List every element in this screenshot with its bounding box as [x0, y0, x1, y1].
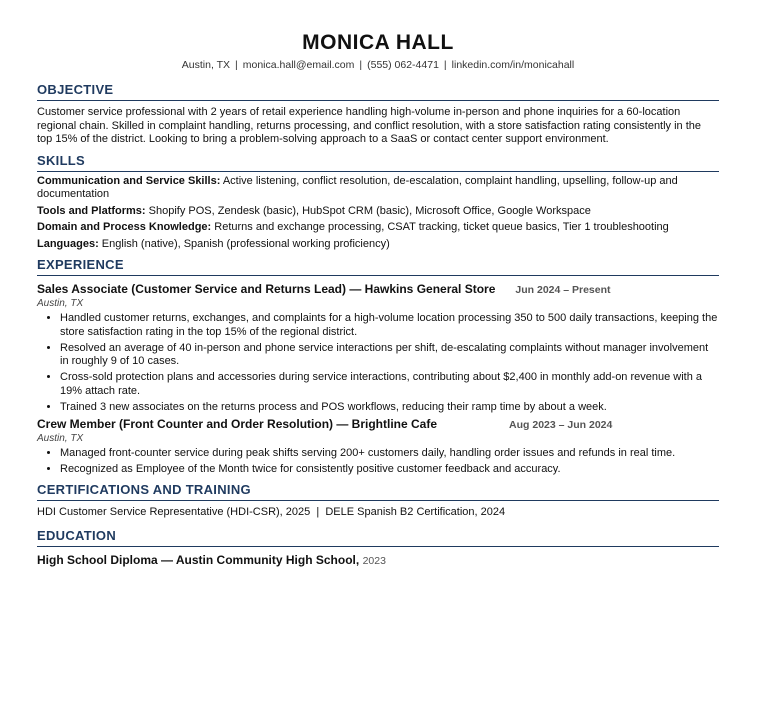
education-section — [37, 528, 719, 569]
contact-separator: | — [235, 59, 238, 71]
job-location: Austin, TX — [37, 298, 84, 309]
list-item: • Trained 3 new associates on the returns process and POS workflows, reducing their ramp time by about a week. — [60, 401, 719, 415]
certifications-text: HDI Customer Service Representative (HDI-CSR), 2025 | DELE Spanish B2 Certification, 2024 — [37, 506, 506, 518]
skill-label: Domain and Process Knowledge: — [37, 221, 212, 233]
skill-value: English (native), Spanish (professional working proficiency) — [101, 237, 390, 250]
section-heading: EXPERIENCE — [37, 257, 719, 276]
education-degree: High School Diploma — Austin Community High School, — [37, 552, 360, 567]
job-entry — [37, 417, 719, 477]
job-bullets — [37, 312, 719, 414]
job-title: Crew Member (Front Counter and Order Resolution) — Brightline Cafe — [37, 416, 438, 431]
contact-linkedin[interactable]: linkedin.com/in/monicahall — [451, 59, 575, 71]
section-heading: OBJECTIVE — [37, 82, 719, 101]
job-bullets — [37, 447, 719, 477]
skill-label: Languages: — [37, 237, 99, 250]
skill-line — [37, 205, 719, 219]
objective-text: Customer service professional with 2 years of retail experience handling high-volume in-person and phone inquiries for a 60-location regional chain. Skilled in complaint handling, returns processing, and conflict resolution, with a store satisfaction rating consistently in the top 15% of the district. Looking to bring a problem-solving approach to a SaaS or contact center support environment. — [37, 106, 702, 145]
experience-section — [37, 257, 719, 476]
skill-label: Tools and Platforms: — [37, 204, 146, 217]
skill-value: Returns and exchange processing, CSAT tracking, ticket queue basics, Tier 1 troubleshooting — [214, 221, 669, 233]
education-year: 2023 — [362, 554, 386, 567]
contact-email[interactable]: monica.hall@email.com — [242, 59, 355, 71]
skill-value: Active listening, conflict resolution, de-escalation, complaint handling, upselling, follow-up and documentation — [37, 174, 678, 200]
candidate-name: MONICA HALL — [302, 31, 454, 54]
job-dates: Jun 2024 – Present — [515, 284, 611, 296]
job-title: Sales Associate (Customer Service and Returns Lead) — Hawkins General Store — [37, 282, 496, 296]
skill-label: Communication and Service Skills: — [37, 174, 221, 187]
section-heading: SKILLS — [37, 153, 719, 172]
contact-phone: (555) 062-4471 — [367, 59, 439, 71]
skill-value: Shopify POS, Zendesk (basic), HubSpot CRM (basic), Microsoft Office, Google Workspace — [148, 204, 591, 217]
contact-line — [37, 59, 719, 72]
skill-line — [37, 221, 719, 235]
objective-section — [37, 82, 719, 147]
skill-line — [37, 175, 719, 202]
list-item: • Cross-sold protection plans and accessories during service interactions, contributing about $2,400 in monthly add-on revenue with a 19% attach rate. — [60, 371, 719, 398]
section-heading: EDUCATION — [37, 528, 719, 547]
contact-separator: | — [443, 59, 447, 71]
list-item: • Recognized as Employee of the Month twice for consistently positive customer feedback and accuracy. — [60, 463, 719, 477]
job-location: Austin, TX — [37, 432, 84, 444]
section-heading: CERTIFICATIONS AND TRAINING — [37, 482, 719, 501]
job-entry — [37, 282, 719, 414]
list-item: • Managed front-counter service during peak shifts serving 200+ customers daily, handling order issues and refunds in real time. — [60, 447, 719, 461]
list-item: • Handled customer returns, exchanges, and complaints for a high-volume location processing 350 to 500 daily transactions, keeping the store satisfaction rating in the top 15% of the regional district. — [60, 312, 719, 339]
contact-location: Austin, TX — [181, 59, 231, 71]
resume-page — [37, 30, 719, 569]
contact-separator: | — [359, 59, 363, 71]
education-entry — [37, 553, 719, 569]
list-item: • Resolved an average of 40 in-person and phone service interactions per shift, de-escalating complaints without manager involvement in roughly 9 of 10 cases. — [60, 342, 719, 369]
job-dates: Aug 2023 – Jun 2024 — [509, 418, 613, 431]
skill-line — [37, 238, 719, 252]
job-header — [37, 417, 719, 432]
job-header — [37, 282, 719, 297]
certifications-section — [37, 482, 719, 520]
skills-section — [37, 153, 719, 252]
